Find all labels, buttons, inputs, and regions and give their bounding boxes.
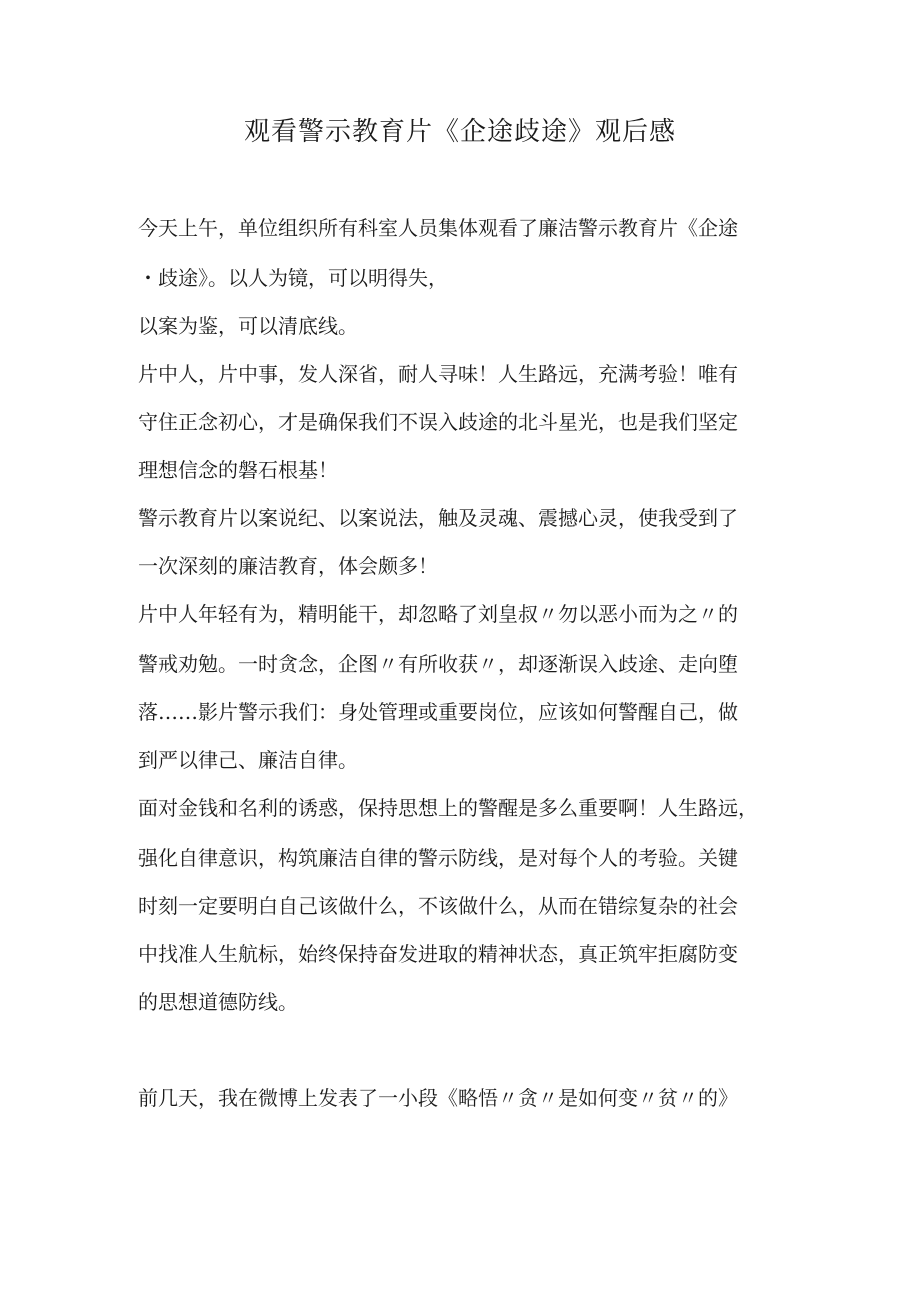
paragraph-line: 警戒劝勉。一时贪念，企图〃有所收获〃，却逐渐误入歧途、走向堕	[138, 652, 738, 676]
paragraph-line: 片中人，片中事，发人深省，耐人寻味！人生路远，充满考验！唯有	[138, 362, 738, 386]
document-title: 观看警示教育片《企途歧途》观后感	[243, 117, 676, 147]
paragraph-line: 到严以律己、廉洁自律。	[138, 748, 358, 772]
paragraph-line: 理想信念的磐石根基！	[138, 458, 338, 482]
paragraph-line: 前几天，我在微博上发表了一小段《略悟〃贪〃是如何变〃贫〃的》	[138, 1086, 738, 1110]
paragraph-line: 的思想道德防线。	[138, 990, 298, 1014]
paragraph-line: 今天上午，单位组织所有科室人员集体观看了廉洁警示教育片《企途	[138, 216, 738, 240]
paragraph-line: ・歧途》。以人为镜，可以明得失，	[138, 266, 448, 290]
paragraph-line: 片中人年轻有为，精明能干，却忽略了刘皇叔〃勿以恶小而为之〃的	[138, 602, 738, 626]
paragraph-line: 面对金钱和名利的诱惑，保持思想上的警醒是多么重要啊！人生路远，	[138, 796, 758, 820]
paragraph-line: 以案为鉴，可以清底线。	[138, 314, 358, 338]
paragraph-line: 中找准人生航标，始终保持奋发进取的精神状态，真正筑牢拒腐防变	[138, 942, 738, 966]
paragraph-line: 一次深刻的廉洁教育，体会颇多！	[138, 554, 438, 578]
paragraph-line: 守住正念初心，才是确保我们不误入歧途的北斗星光，也是我们坚定	[138, 410, 738, 434]
paragraph-line: 强化自律意识，构筑廉洁自律的警示防线，是对每个人的考验。关键	[138, 846, 738, 870]
paragraph-line: 落……影片警示我们：身处管理或重要岗位，应该如何警醒自己，做	[138, 700, 738, 724]
paragraph-line: 警示教育片以案说纪、以案说法，触及灵魂、震撼心灵，使我受到了	[138, 506, 738, 530]
paragraph-line: 时刻一定要明白自己该做什么，不该做什么，从而在错综复杂的社会	[138, 894, 738, 918]
